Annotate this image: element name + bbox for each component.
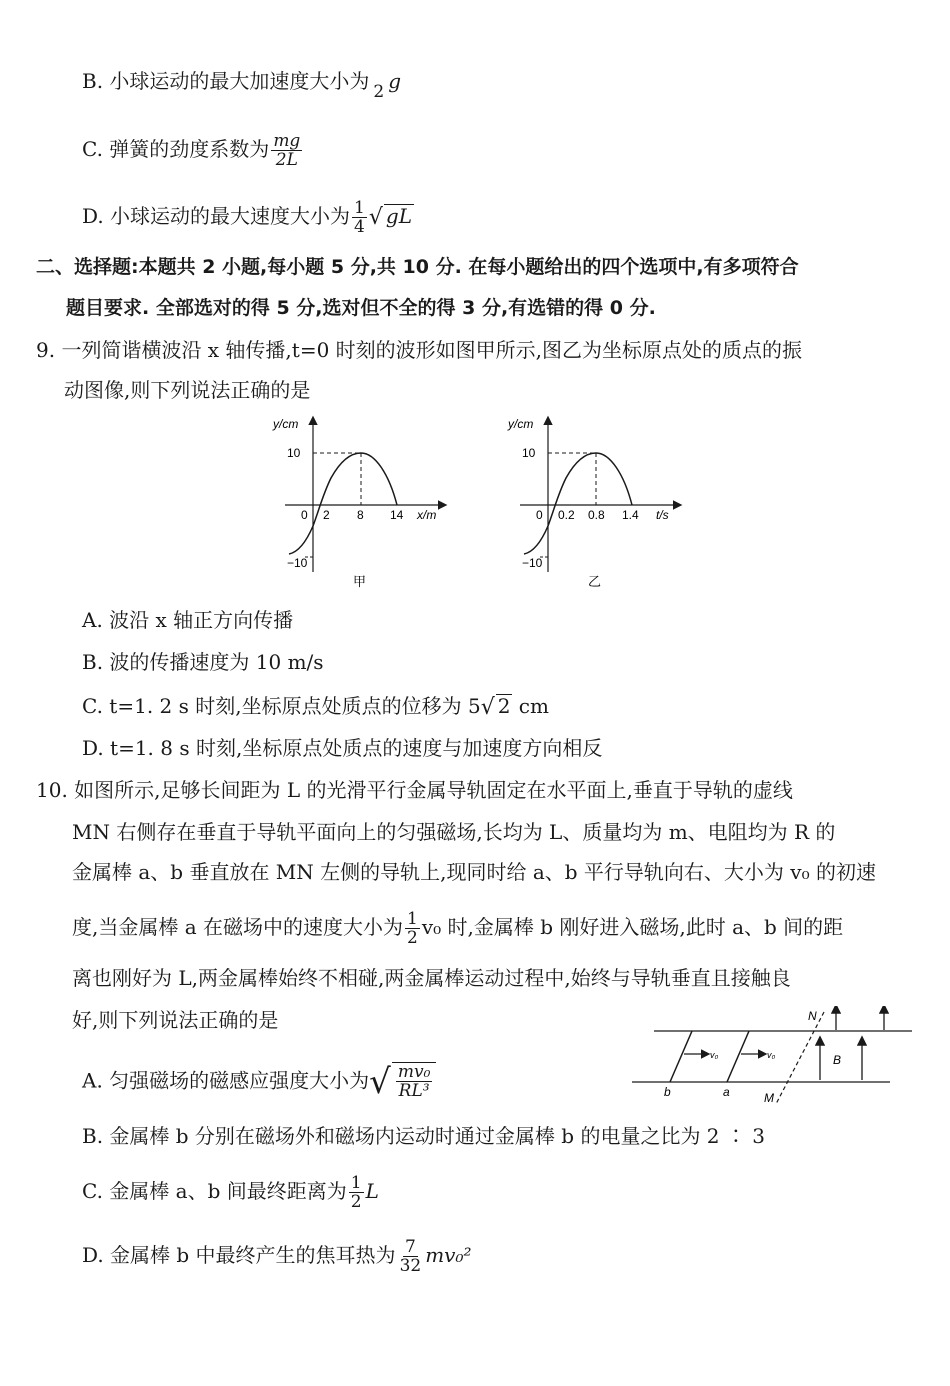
- q10-stem-line2: MN 右侧存在垂直于导轨平面向上的匀强磁场,长均为 L、质量均为 m、电阻均为 R 的: [72, 820, 836, 844]
- q8-option-d-frac-den: 4: [354, 217, 365, 237]
- fig-a-ytick-top: 10: [287, 446, 301, 460]
- label-v0-b: v₀: [710, 1050, 719, 1060]
- fig-a-xtick-2: 2: [323, 508, 330, 522]
- fig-b-ytick-top: 10: [522, 446, 536, 460]
- fig-b-xlabel: t/s: [656, 508, 669, 522]
- q9-option-b: B. 波的传播速度为 10 m/s: [82, 650, 324, 674]
- q10-option-c-num: 1: [350, 1173, 362, 1193]
- label-a: a: [723, 1085, 730, 1099]
- q10-option-a-pre: A. 匀强磁场的磁感应强度大小为: [82, 1068, 370, 1093]
- q10-option-c: [82, 1174, 379, 1211]
- label-field-b: B: [833, 1053, 842, 1067]
- q9-stem-line1: 9. 一列简谐横波沿 x 轴传播,t=0 时刻的波形如图甲所示,图乙为坐标原点处的质点的振: [36, 338, 803, 362]
- q10-option-a-sqrt-body: [392, 1062, 437, 1102]
- fig-a-xtick-0: 0: [301, 508, 308, 522]
- q10-option-a-num: mv₀: [397, 1062, 431, 1082]
- label-b: b: [664, 1085, 671, 1099]
- q10-option-d-den: 32: [399, 1256, 422, 1276]
- q10-option-d-num: 7: [404, 1237, 416, 1257]
- q10-figure: [628, 1006, 918, 1108]
- q10-line4-den: 2: [407, 928, 418, 948]
- fig-a-ylabel: y/cm: [273, 417, 299, 431]
- q10-stem-line3: 金属棒 a、b 垂直放在 MN 左侧的导轨上,现同时给 a、b 平行导轨向右、大小为 v₀ 的初速: [72, 860, 876, 884]
- q10-line4-pre: 度,当金属棒 a 在磁场中的速度大小为: [72, 915, 403, 939]
- q10-stem-line4: [72, 910, 843, 947]
- q9-stem-line2: 动图像,则下列说法正确的是: [64, 378, 311, 402]
- q9-option-c-sqrt-content: 2: [496, 694, 513, 722]
- q8-option-c-frac: [271, 132, 302, 169]
- q9-option-d: D. t=1. 8 s 时刻,坐标原点处质点的速度与加速度方向相反: [82, 736, 603, 760]
- q8-option-d-frac: [352, 199, 367, 236]
- q9-option-c-sqrt: √ 2: [480, 693, 511, 720]
- fig-b-xtick-0: 0: [536, 508, 543, 522]
- q8-option-b-text: B. 小球运动的最大加速度大小为: [82, 69, 370, 93]
- q8-option-d-sqrt: √ gL: [368, 203, 412, 230]
- fig-b-ylabel: y/cm: [508, 417, 534, 431]
- label-m: M: [764, 1091, 774, 1105]
- q8-option-c-frac-num: mg: [273, 131, 301, 151]
- q8-option-b-frac: [371, 64, 386, 101]
- q10-option-c-den: 2: [350, 1192, 362, 1212]
- rod-b: [670, 1031, 692, 1082]
- q10-option-d-frac: [398, 1238, 424, 1275]
- fig-a-caption: 甲: [353, 574, 367, 589]
- q10-option-d-post: mv₀²: [425, 1243, 472, 1267]
- q10-stem-line5: 离也刚好为 L,两金属棒始终不相碰,两金属棒运动过程中,始终与导轨垂直且接触良: [72, 966, 791, 990]
- label-n: N: [808, 1009, 817, 1023]
- fig-a-xtick-8: 8: [357, 508, 364, 522]
- q10-option-b: B. 金属棒 b 分别在磁场外和磁场内运动时通过金属棒 b 的电量之比为 2 ∶ 3: [82, 1124, 765, 1148]
- fig-a-xtick-14: 14: [390, 508, 404, 522]
- q8-option-b-frac-den: 2: [373, 82, 385, 102]
- q9-option-c: [82, 692, 549, 722]
- q8-option-b-var: g: [388, 69, 402, 93]
- section2-line1: 二、选择题:本题共 2 小题,每小题 5 分,共 10 分. 在每小题给出的四个选项中,有多项符合: [36, 256, 799, 278]
- label-v0-a: v₀: [767, 1050, 776, 1060]
- fig-a-ytick-bottom: −10: [287, 556, 308, 570]
- section2-line2: 题目要求. 全部选对的得 5 分,选对但不全的得 3 分,有选错的得 0 分.: [66, 297, 656, 319]
- fig-b-xtick-14: 1.4: [622, 508, 639, 522]
- q10-stem-line1: 10. 如图所示,足够长间距为 L 的光滑平行金属导轨固定在水平面上,垂直于导轨的虚线: [36, 778, 793, 802]
- q8-option-d-frac-num: 1: [354, 198, 365, 218]
- q10-option-c-frac: [349, 1174, 364, 1211]
- q8-option-b: [82, 64, 401, 101]
- q10-option-c-pre: C. 金属棒 a、b 间最终距离为: [82, 1179, 347, 1203]
- rod-a: [727, 1031, 749, 1082]
- q8-option-c: [82, 132, 304, 169]
- fig-a-xlabel: x/m: [417, 508, 437, 522]
- q9-option-a: A. 波沿 x 轴正方向传播: [82, 608, 294, 632]
- wave-curve: [289, 453, 397, 554]
- q10-line4-post: v₀ 时,金属棒 b 刚好进入磁场,此时 a、b 间的距: [421, 915, 844, 939]
- q10-line4-num: 1: [407, 909, 418, 929]
- q10-option-c-post: L: [365, 1179, 379, 1203]
- q9-option-c-post: cm: [512, 694, 549, 718]
- q9-figure-b: [500, 412, 690, 592]
- fig-b-xtick-02: 0.2: [558, 508, 575, 522]
- q10-line4-frac: [405, 910, 420, 947]
- q10-option-a-sqrt: √ $\frac{\text{mv₀}}{\text{RL³}}$: [369, 1062, 436, 1102]
- q10-option-d-pre: D. 金属棒 b 中最终产生的焦耳热为: [82, 1243, 396, 1267]
- vibration-curve: [524, 453, 632, 554]
- q8-option-c-text: C. 弹簧的劲度系数为: [82, 137, 270, 161]
- q10-option-a-frac: [396, 1063, 433, 1100]
- fig-b-xtick-08: 0.8: [588, 508, 605, 522]
- q8-option-d: [82, 199, 414, 236]
- mn-dashed-line: [776, 1012, 824, 1104]
- q9-option-c-pre: C. t=1. 2 s 时刻,坐标原点处质点的位移为 5: [82, 694, 481, 718]
- q10-option-a-den: RL³: [398, 1081, 430, 1101]
- q8-option-d-text: D. 小球运动的最大速度大小为: [82, 204, 351, 228]
- q10-option-a: [82, 1062, 436, 1102]
- q10-option-d: [82, 1238, 472, 1275]
- fig-b-ytick-bottom: −10: [522, 556, 543, 570]
- fig-b-caption: 乙: [588, 574, 602, 589]
- q10-stem-line6: 好,则下列说法正确的是: [72, 1008, 279, 1032]
- q9-figure-a: [265, 412, 455, 592]
- q8-option-c-frac-den: 2L: [275, 150, 298, 170]
- q8-option-d-sqrt-content: gL: [384, 204, 414, 232]
